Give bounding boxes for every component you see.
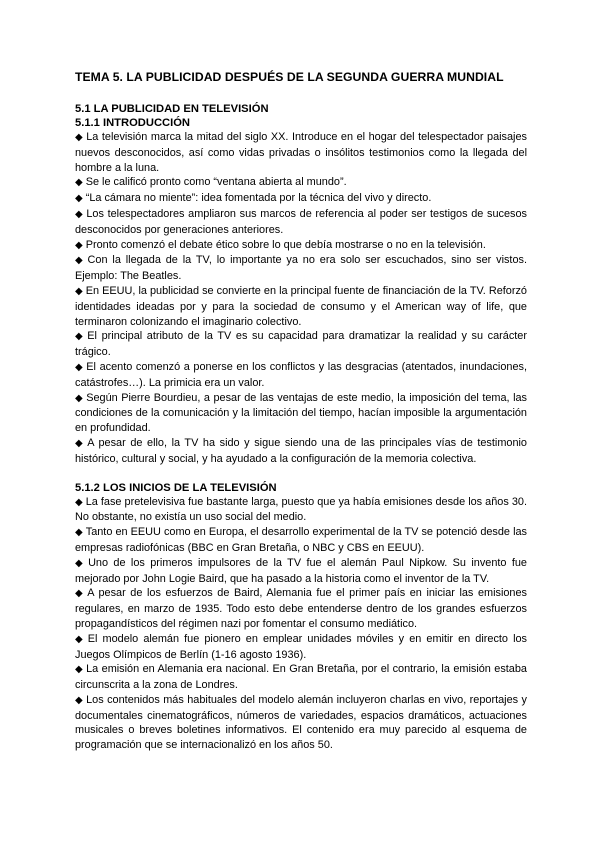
list-item-text: Uno de los primeros impulsores de la TV fue el alemán Paul Nipkow. Su invento fue mejorado por John Logie Baird, que ha pasado a la historia como el inventor de la TV.: [75, 556, 527, 585]
list-item-text: Los contenidos más habituales del modelo alemán incluyeron charlas en vivo, reportajes y documentales cinematográficos, números de variedades, espacios dramáticos, actuaciones musicales o breves boletines informativos. El contenido era muy parecido al esquema de programación que se internacionalizó en los años 50.: [75, 693, 527, 752]
list-item-text: La emisión en Alemania era nacional. En Gran Bretaña, por el contrario, la emisión estaba circunscrita a la zona de Londres.: [75, 663, 527, 692]
diamond-bullet-icon: ◆: [75, 331, 85, 343]
origins-list: [75, 495, 527, 754]
diamond-bullet-icon: ◆: [75, 588, 85, 600]
list-item: [75, 329, 527, 360]
diamond-bullet-icon: ◆: [75, 392, 84, 404]
list-item: [75, 586, 527, 631]
diamond-bullet-icon: ◆: [75, 527, 83, 539]
list-item-text: La televisión marca la mitad del siglo XX. Introduce en el hogar del telespectador paisajes nuevos desconocidos, así como vidas privadas o insólitos testimonios como la llegada del hombre a la luna.: [75, 131, 527, 174]
list-item: [75, 525, 527, 556]
subsection-heading-intro: 5.1.1 INTRODUCCIÓN: [75, 117, 190, 129]
list-item: [75, 253, 527, 284]
diamond-bullet-icon: ◆: [75, 208, 84, 220]
list-item: [75, 495, 527, 526]
list-item: [75, 175, 527, 191]
list-item-text: El modelo alemán fue pionero en emplear unidades móviles y en emitir en directo los Juegos Olímpicos de Berlín (1-16 agosto 1936).: [75, 632, 527, 661]
list-item: [75, 391, 527, 436]
list-item: [75, 360, 527, 391]
list-item-text: A pesar de los esfuerzos de Baird, Alemania fue el primer país en iniciar las emisiones regulares, en marzo de 1935. Todo esto debe entenderse dentro de los grandes esfuerzos propagandísticos del régimen nazi por fomentar el consumo mediático.: [75, 587, 527, 630]
diamond-bullet-icon: ◆: [75, 496, 83, 508]
list-item: [75, 284, 527, 329]
list-item-text: Los telespectadores ampliaron sus marcos de referencia al poder ser testigos de sucesos desconocidos por generaciones anteriores.: [75, 207, 527, 236]
intro-list: [75, 130, 527, 467]
list-item: [75, 191, 527, 207]
list-item-text: Tanto en EEUU como en Europa, el desarrollo experimental de la TV se potenció desde las empresas radiofónicas (BBC en Gran Bretaña, o NBC y CBS en EEUU).: [75, 526, 527, 554]
list-item-text: El acento comenzó a ponerse en los conflictos y las desgracias (atentados, inundaciones, catástrofes…). La primicia era un valor.: [75, 360, 527, 389]
list-item-text: “La cámara no miente”: idea fomentada por la técnica del vivo y directo.: [85, 192, 432, 205]
document-title: TEMA 5. LA PUBLICIDAD DESPUÉS DE LA SEGUNDA GUERRA MUNDIAL: [75, 70, 504, 84]
diamond-bullet-icon: ◆: [75, 557, 86, 569]
list-item: [75, 130, 527, 175]
diamond-bullet-icon: ◆: [75, 633, 85, 645]
list-item-text: El principal atributo de la TV es su capacidad para dramatizar la realidad y su carácter trágico.: [75, 330, 527, 359]
list-item-text: Pronto comenzó el debate ético sobre lo que debía mostrarse o no en la televisión.: [85, 238, 486, 251]
list-item-text: Se le calificó pronto como “ventana abierta al mundo”.: [85, 176, 347, 189]
diamond-bullet-icon: ◆: [75, 361, 84, 373]
list-item-text: En EEUU, la publicidad se convierte en la principal fuente de financiación de la TV. Reforzó identidades ideadas por y para la sociedad de consumo y el American way of life, que terminaron colonizando el imaginario colectivo.: [75, 284, 527, 328]
list-item: [75, 436, 527, 467]
diamond-bullet-icon: ◆: [75, 239, 83, 251]
list-item-text: Con la llegada de la TV, lo importante ya no era solo ser escuchados, sino ser vistos. Ejemplo: The Beatles.: [75, 254, 527, 283]
list-item: [75, 238, 527, 254]
diamond-bullet-icon: ◆: [75, 694, 84, 706]
list-item-text: La fase pretelevisiva fue bastante larga, puesto que ya había emisiones desde los años 30. No obstante, no existía un uso social del medio.: [75, 495, 527, 524]
list-item: [75, 207, 527, 238]
list-item-text: Según Pierre Bourdieu, a pesar de las ventajas de este medio, la imposición del tema, las condiciones de la comunicación y la limitación del tiempo, hacían imposible la argumentación en profundidad.: [75, 391, 527, 435]
list-item: [75, 662, 527, 693]
list-item: [75, 556, 527, 587]
list-item: [75, 693, 527, 753]
diamond-bullet-icon: ◆: [75, 285, 83, 297]
list-item-text: A pesar de ello, la TV ha sido y sigue siendo una de las principales vías de testimonio histórico, cultural y social, y ha ayudado a la configuración de la memoria colectiva.: [75, 436, 527, 465]
diamond-bullet-icon: ◆: [75, 255, 85, 267]
diamond-bullet-icon: ◆: [75, 177, 83, 189]
subsection-heading-origins: 5.1.2 LOS INICIOS DE LA TELEVISIÓN: [75, 481, 277, 494]
diamond-bullet-icon: ◆: [75, 437, 85, 449]
diamond-bullet-icon: ◆: [75, 193, 83, 205]
document-page: [75, 70, 527, 753]
diamond-bullet-icon: ◆: [75, 132, 84, 143]
diamond-bullet-icon: ◆: [75, 664, 84, 676]
list-item: [75, 632, 527, 663]
section-heading: 5.1 LA PUBLICIDAD EN TELEVISIÓN: [75, 103, 269, 115]
